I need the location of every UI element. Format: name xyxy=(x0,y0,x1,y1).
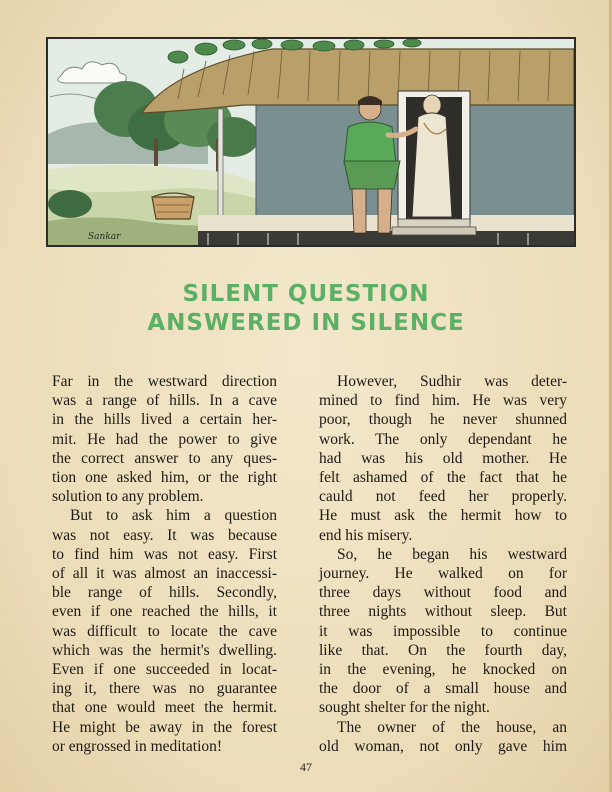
story-illustration xyxy=(46,37,576,247)
text-line: mit. He had the power to give xyxy=(52,430,277,448)
text-line: So, he began his westward xyxy=(337,545,567,563)
text-line: had was his old mother. He xyxy=(319,449,567,467)
text-line: Far in the westward direction xyxy=(52,373,277,390)
text-line: three nights without sleep. But xyxy=(319,603,567,621)
paragraph xyxy=(52,372,277,506)
text-line: to find him was not easy. First xyxy=(52,545,277,563)
text-line: or engrossed in meditation! xyxy=(52,737,223,755)
text-line: in the evening, he knocked on xyxy=(319,661,567,679)
title-line-1: SILENT QUESTION xyxy=(182,281,430,307)
text-line: of all it was almost an inaccessi- xyxy=(52,565,277,583)
text-line: was a range of hills. In a cave xyxy=(52,392,277,410)
text-line: However, Sudhir was deter- xyxy=(337,373,567,390)
text-line: ble range of hills. Secondly, xyxy=(52,584,277,602)
text-line: solution to any problem. xyxy=(52,488,204,506)
text-line: tion one asked him, or the right xyxy=(52,469,277,487)
text-line: But to ask him a question xyxy=(70,507,277,525)
text-line: was not easy. It was because xyxy=(52,526,277,544)
text-line: ing it, there was no guarantee xyxy=(52,680,277,698)
text-line: end his misery. xyxy=(319,526,413,544)
text-line: mined to find him. He was very xyxy=(319,392,567,410)
text-line: He might be away in the forest xyxy=(52,718,277,736)
title-line-2: ANSWERED IN SILENCE xyxy=(147,310,465,336)
paragraph xyxy=(319,545,567,718)
text-line: The owner of the house, an xyxy=(337,718,567,736)
artist-signature: Sankar xyxy=(88,232,121,242)
text-line: was difficult to locate the cave xyxy=(52,622,277,640)
text-line: in the hills lived a certain her- xyxy=(52,411,277,429)
text-line: three days without food and xyxy=(319,584,567,602)
text-line: poor, though he never shunned xyxy=(319,411,567,429)
text-line: which was the hermit's dwelling. xyxy=(52,641,277,659)
text-line: like that. On the fourth day, xyxy=(319,641,567,659)
text-line: Even if one succeeded in locat- xyxy=(52,661,277,679)
text-line: the door of a small house and xyxy=(319,680,567,698)
text-line: sought shelter for the night. xyxy=(319,699,490,717)
text-line: that one would meet the hermit. xyxy=(52,699,277,717)
page-number: 47 xyxy=(300,760,312,774)
text-line: He must ask the hermit how to xyxy=(319,507,567,525)
left-column xyxy=(52,372,277,756)
paragraph xyxy=(319,718,567,756)
text-line: work. The only dependant he xyxy=(319,430,567,448)
story-title xyxy=(0,280,612,338)
text-line: journey. He walked on for xyxy=(319,565,567,583)
text-line: the correct answer to any ques- xyxy=(52,449,277,467)
text-line: felt ashamed of the fact that he xyxy=(319,469,567,487)
text-line: it was impossible to continue xyxy=(319,622,567,640)
paragraph xyxy=(319,372,567,545)
text-line: cauld not feed her properly. xyxy=(319,488,567,506)
text-line: even if one reached the hills, it xyxy=(52,603,277,621)
text-line: old woman, not only gave him xyxy=(319,737,567,755)
paragraph xyxy=(52,506,277,756)
right-column xyxy=(319,372,567,756)
hut-scene-picture xyxy=(48,39,574,245)
